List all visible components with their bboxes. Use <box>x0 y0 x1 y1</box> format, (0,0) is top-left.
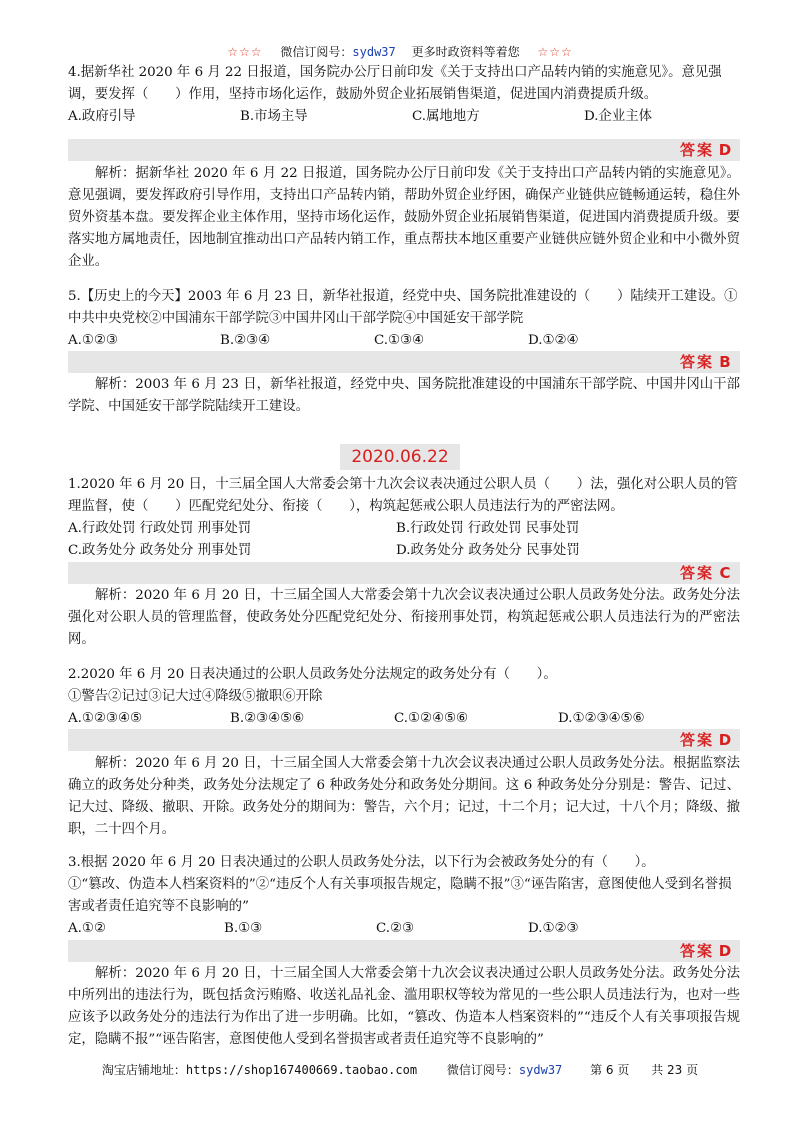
answer-letter: D <box>718 141 732 159</box>
analysis-text: 解析：2020 年 6 月 20 日，十三届全国人大常委会第十九次会议表决通过公职人员政务处分法。根据监察法确立的政务处分种类，政务处分法规定了 6 种政务处分和政务处分期间。这 6 种政务处分分别是：警告、记过、记大过、降级、撤职、开除。政务处分的期间为：警告，六个月；记过，十二个月；记大过，十八个月；降级、撤职，二十四个月。 <box>68 756 740 837</box>
question-choices <box>68 918 740 940</box>
answer-bar <box>68 940 740 962</box>
answer-letter: D <box>718 731 732 749</box>
question-stem: 3.根据 2020 年 6 月 20 日表决通过的公职人员政务处分法，以下行为会被政务处分的有（ ）。 <box>68 855 655 870</box>
question-stem: 4.据新华社 2020 年 6 月 22 日报道，国务院办公厅日前印发《关于支持出口产品转内销的实施意见》。意见强调，要发挥（ ）作用，坚持市场化运作，鼓励外贸企业拓展销售渠道，促进国内消费提质升级。 <box>68 65 722 102</box>
choice-c: C.政务处分 政务处分 刑事处罚 <box>68 543 252 558</box>
answer-label: 答案 <box>679 731 714 749</box>
analysis-text: 解析：2003 年 6 月 23 日，新华社报道，经党中央、国务院批准建设的中国浦东干部学院、中国井冈山干部学院、中国延安干部学院陆续开工建设。 <box>68 377 740 414</box>
footer-sub-label: 微信订阅号： <box>446 1063 519 1077</box>
answer-bar <box>68 139 740 161</box>
stars-decoration-right: ☆☆☆ <box>537 45 573 59</box>
analysis-text: 解析：2020 年 6 月 20 日，十三届全国人大常委会第十九次会议表决通过公职人员政务处分法。政务处分法强化对公职人员的管理监督，使政务处分匹配党纪处分、衔接刑事处罚，构筑起惩戒公职人员违法行为的严密法网。 <box>68 588 740 647</box>
answer-letter: C <box>719 564 731 582</box>
choice-d: D.企业主体 <box>584 109 653 124</box>
header-label: 微信订阅号： <box>280 45 353 59</box>
footer-total-pages: 共 23 页 <box>651 1063 699 1077</box>
choice-a: A.①② <box>68 921 106 936</box>
answer-label: 答案 <box>679 942 714 960</box>
choice-a: A.①②③④⑤ <box>68 711 142 726</box>
choice-c: C.②③ <box>376 921 415 936</box>
answer-letter: D <box>718 942 732 960</box>
question-choices <box>68 708 740 730</box>
question-choices <box>68 330 740 352</box>
page-footer <box>0 1062 800 1078</box>
analysis-text: 解析：据新华社 2020 年 6 月 22 日报道，国务院办公厅日前印发《关于支持出口产品转内销的实施意见》。意见强调，要发挥政府引导作用，支持出口产品转内销，帮助外贸企业纾困，确保产业链供应链畅通运转，稳住外贸外资基本盘。要发挥企业主体作用，坚持市场化运作，鼓励外贸企业拓展销售渠道，促进国内消费提质升级。要落实地方属地责任，因地制宜推动出口产品转内销工作，重点帮扶本地区重要产业链供应链外贸企业和中小微外贸企业。 <box>68 166 740 269</box>
choice-b: B.②③④⑤⑥ <box>230 711 305 726</box>
question-stem: 2.2020 年 6 月 20 日表决通过的公职人员政务处分法规定的政务处分有（ ）。 <box>68 667 557 682</box>
section-date: 2020.06.22 <box>340 444 460 470</box>
question-choices <box>68 518 740 540</box>
footer-shop-url[interactable]: https://shop167400669.taobao.com <box>185 1063 418 1077</box>
page-header <box>0 44 800 60</box>
footer-page-number: 第 6 页 <box>590 1063 630 1077</box>
question-stem: 1.2020 年 6 月 20 日，十三届全国人大常委会第十九次会议表决通过公职人员（ ）法，强化对公职人员的管理监督，使（ ）匹配党纪处分、衔接（ ），构筑起惩戒公职人员违法行为的严密法网。 <box>68 477 738 514</box>
question-choices <box>68 540 740 562</box>
choice-b: B.②③④ <box>220 333 271 348</box>
footer-shop-label: 淘宝店铺地址： <box>101 1063 186 1077</box>
question-choices <box>68 106 740 128</box>
question-statements: ①“篡改、伪造本人档案资料的”②“违反个人有关事项报告规定，隐瞒不报”③“诬告陷害，意图使他人受到名誉损害或者责任追究等不良影响的” <box>68 877 732 914</box>
answer-bar <box>68 351 740 373</box>
choice-a: A.行政处罚 行政处罚 刑事处罚 <box>68 521 252 536</box>
choice-b: B.行政处罚 行政处罚 民事处罚 <box>396 521 580 536</box>
question-statements: ①警告②记过③记大过④降级⑤撤职⑥开除 <box>68 689 323 704</box>
answer-label: 答案 <box>679 564 714 582</box>
analysis-text: 解析：2020 年 6 月 20 日，十三届全国人大常委会第十九次会议表决通过公职人员政务处分法。政务处分法中所列出的违法行为，既包括贪污贿赂、收送礼品礼金、滥用职权等较为常见的一些公职人员违法行为，也对一些应该予以政务处分的违法行为作出了进一步明确。比如，“篡改、伪造本人档案资料的”“违反个人有关事项报告规定，隐瞒不报”“诬告陷害，意图使他人受到名誉损害或者责任追究等不良影响的” <box>68 966 740 1047</box>
question-stem: 5.【历史上的今天】2003 年 6 月 23 日，新华社报道，经党中央、国务院批准建设的（ ）陆续开工建设。①中共中央党校②中国浦东干部学院③中国井冈山干部学院④中国延安干部学院 <box>68 289 738 326</box>
choice-b: B.市场主导 <box>240 109 308 124</box>
choice-a: A.政府引导 <box>68 109 136 124</box>
header-account: sydw37 <box>352 45 396 59</box>
choice-c: C.属地地方 <box>412 109 480 124</box>
choice-d: D.①②④ <box>528 333 579 348</box>
choice-d: D.①②③④⑤⑥ <box>558 711 645 726</box>
answer-label: 答案 <box>679 353 714 371</box>
choice-c: C.①②④⑤⑥ <box>394 711 469 726</box>
answer-bar <box>68 562 740 584</box>
answer-bar <box>68 729 740 751</box>
choice-b: B.①③ <box>224 921 263 936</box>
footer-account: sydw37 <box>518 1063 563 1077</box>
answer-label: 答案 <box>679 141 714 159</box>
choice-d: D.政务处分 政务处分 民事处罚 <box>396 543 580 558</box>
header-slogan: 更多时政资料等着您 <box>411 45 520 59</box>
choice-a: A.①②③ <box>68 333 118 348</box>
choice-d: D.①②③ <box>528 921 579 936</box>
stars-decoration-left: ☆☆☆ <box>227 45 263 59</box>
choice-c: C.①③④ <box>374 333 425 348</box>
answer-letter: B <box>719 353 731 371</box>
